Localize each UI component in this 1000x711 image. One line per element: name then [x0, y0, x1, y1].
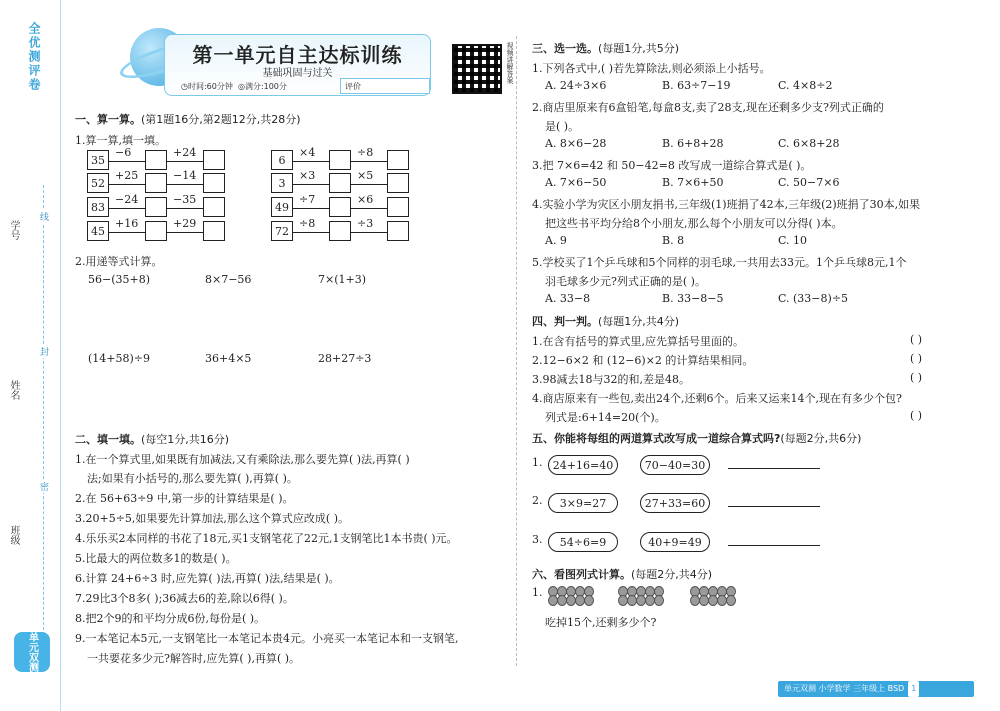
full-score: 满分:100分	[244, 82, 287, 91]
chain-b-op1-4: ÷8	[299, 217, 316, 230]
s2-q6: 6.计算 24+6÷3 时,应先算( )法,再算( )法,结果是( )。	[75, 572, 340, 585]
field-name: 姓名	[8, 380, 19, 400]
chain-a-op2-2: −14	[173, 169, 197, 182]
s3-q4-line2: 把这些书平均分给8个小朋友,那么每个小朋友可以分得( )本。	[545, 217, 843, 230]
s4-note: (每题1分,共4分)	[598, 315, 680, 328]
chain-b-op2-3: ×6	[357, 193, 374, 206]
score-icon: ◎	[237, 82, 245, 91]
s4-q2: 2.12−6×2 和 (12−6)×2 的计算结果相同。	[532, 354, 754, 367]
s3-q3-option-c[interactable]: C. 50−7×6	[778, 176, 840, 189]
expr-4: (14+58)÷9	[88, 352, 151, 365]
footer-text: 单元双测 小学数学 三年级上 BSD	[784, 684, 905, 693]
section-3-title	[532, 40, 679, 56]
s5-pair2-eq2: 27+33=60	[640, 493, 710, 513]
exam-meta	[181, 81, 287, 92]
apple-icon	[654, 595, 664, 606]
s3-q5-line2: 羽毛球多少元?列式正确的是( )。	[545, 275, 706, 288]
section-5-title	[532, 430, 861, 446]
s2-q9-line2: 一共要花多少元?解答时,应先算( ),再算( )。	[87, 652, 301, 665]
s1-heading: 一、算一算。	[75, 113, 141, 126]
chain-a-answer-2-1[interactable]	[145, 173, 167, 193]
s5-answer-line-3[interactable]	[728, 545, 820, 546]
section-2-title	[75, 431, 229, 447]
chain-b-answer-4-1[interactable]	[329, 221, 351, 241]
s3-q2-line1: 2.商店里原来有6盒铅笔,每盒8支,卖了28支,现在还剩多少支?列式正确的	[532, 101, 884, 114]
apple-icon	[726, 595, 736, 606]
section-4-title	[532, 313, 679, 329]
chain-b-start-4: 72	[271, 221, 293, 241]
chain-a-arrow-1-2	[167, 161, 203, 162]
s3-q1-option-a[interactable]: A. 24÷3×6	[545, 79, 607, 92]
s5-label-1: 1.	[532, 456, 543, 469]
s2-heading: 二、填一填。	[75, 433, 141, 446]
chain-b-arrow-1-2	[351, 161, 387, 162]
s3-q4-option-a[interactable]: A. 9	[545, 234, 567, 247]
s2-q9-line1: 9.一本笔记本5元,一支钢笔比一本笔记本贵4元。小亮买一本笔记本和一支钢笔,	[75, 632, 459, 645]
s5-label-2: 2.	[532, 494, 543, 507]
chain-b-op2-4: ÷3	[357, 217, 374, 230]
chain-a-arrow-1-1	[109, 161, 145, 162]
s6-q1-text: 吃掉15个,还剩多少个?	[545, 616, 657, 629]
s3-q2-line2: 是( )。	[545, 120, 580, 133]
s2-q1-line2: 法;如果有小括号的,那么要先算( ),再算( )。	[87, 472, 298, 485]
chain-a-op1-4: +16	[115, 217, 139, 230]
chain-a-answer-4-2[interactable]	[203, 221, 225, 241]
s5-pair3-eq2: 40+9=49	[640, 532, 710, 552]
chain-b-start-1: 6	[271, 150, 293, 170]
series-logo: 单元双测	[14, 632, 50, 672]
s4-q4-answer[interactable]: ( )	[910, 409, 923, 422]
chain-a-arrow-4-1	[109, 232, 145, 233]
s5-note: (每题2分,共6分)	[780, 432, 862, 445]
s4-heading: 四、判一判。	[532, 315, 598, 328]
s3-q5-option-a[interactable]: A. 33−8	[545, 292, 591, 305]
expr-6: 28+27÷3	[318, 352, 372, 365]
evaluation-box: 评价	[340, 78, 430, 94]
qr-caption: 视频讲解答案	[506, 42, 514, 84]
chain-b-answer-1-2[interactable]	[387, 150, 409, 170]
chain-a-op1-2: +25	[115, 169, 139, 182]
s2-q4: 4.乐乐买2本同样的书花了18元,买1支钢笔花了22元,1支钢笔比1本书贵( )元。	[75, 532, 458, 545]
s4-q1-answer[interactable]: ( )	[910, 333, 923, 346]
s3-q3-option-b[interactable]: B. 7×6+50	[662, 176, 724, 189]
chain-a-start-3: 83	[87, 197, 109, 217]
s4-q1: 1.在含有括号的算式里,应先算括号里面的。	[532, 335, 744, 348]
chain-b-arrow-3-1	[293, 208, 329, 209]
s2-q3: 3.20+5÷5,如果要先计算加法,那么这个算式应改成( )。	[75, 512, 349, 525]
chain-b-answer-3-2[interactable]	[387, 197, 409, 217]
chain-a-answer-1-2[interactable]	[203, 150, 225, 170]
s3-q4-option-b[interactable]: B. 8	[662, 234, 685, 247]
chain-b-arrow-1-1	[293, 161, 329, 162]
clock-icon: ◷	[181, 82, 188, 91]
chain-b-answer-4-2[interactable]	[387, 221, 409, 241]
chain-a-arrow-3-2	[167, 208, 203, 209]
s6-heading: 六、看图列式计算。	[532, 568, 631, 581]
s3-q1-option-c[interactable]: C. 4×8÷2	[778, 79, 833, 92]
chain-a-arrow-2-1	[109, 184, 145, 185]
brand-vertical: 全优测评卷	[27, 22, 41, 92]
page-footer	[778, 681, 974, 697]
s2-q8: 8.把2个9的和平均分成6份,每份是( )。	[75, 612, 266, 625]
s1-q1: 1.算一算,填一填。	[75, 134, 166, 147]
s5-answer-line-1[interactable]	[728, 468, 820, 469]
field-class: 班级	[8, 525, 19, 545]
s5-label-3: 3.	[532, 533, 543, 546]
seal-mark-line: 线	[40, 210, 49, 223]
s2-q1-line1: 1.在一个算式里,如果既有加减法,又有乘除法,那么要先算( )法,再算( )	[75, 453, 410, 466]
s4-q4-line1: 4.商店原来有一些包,卖出24个,还剩6个。后来又运来14个,现在有多少个包?	[532, 392, 902, 405]
s4-q3-answer[interactable]: ( )	[910, 371, 923, 384]
s1-note: (第1题16分,第2题12分,共28分)	[141, 113, 301, 126]
s5-pair1-eq1: 24+16=40	[548, 455, 618, 475]
chain-b-start-3: 49	[271, 197, 293, 217]
chain-b-answer-1-1[interactable]	[329, 150, 351, 170]
page-title: 第一单元自主达标训练	[192, 43, 403, 67]
chain-a-op1-1: −6	[115, 146, 132, 159]
chain-a-arrow-4-2	[167, 232, 203, 233]
chain-a-op2-1: +24	[173, 146, 197, 159]
chain-b-op2-1: ÷8	[357, 146, 374, 159]
chain-a-answer-1-1[interactable]	[145, 150, 167, 170]
chain-a-start-2: 52	[87, 173, 109, 193]
seal-mark-seal: 封	[40, 345, 49, 358]
cut-line	[43, 185, 44, 655]
chain-b-op2-2: ×5	[357, 169, 374, 182]
chain-a-op2-4: +29	[173, 217, 197, 230]
s5-pair2-eq1: 3×9=27	[548, 493, 618, 513]
chain-b-arrow-4-1	[293, 232, 329, 233]
s4-q4-line2: 列式是:6+14=20(个)。	[545, 411, 666, 424]
s6-q1-label: 1.	[532, 586, 543, 599]
chain-b-op1-3: ÷7	[299, 193, 316, 206]
chain-a-arrow-3-1	[109, 208, 145, 209]
chain-b-op1-2: ×3	[299, 169, 316, 182]
chain-a-answer-4-1[interactable]	[145, 221, 167, 241]
s3-q4-line1: 4.实验小学为灾区小朋友捐书,三年级(1)班捐了42本,三年级(2)班捐了30本,如果	[532, 198, 921, 211]
chain-a-op2-3: −35	[173, 193, 197, 206]
s3-q5-option-c[interactable]: C. (33−8)÷5	[778, 292, 849, 305]
time-limit: 时间:60分钟	[187, 82, 233, 91]
seal-mark-secret: 密	[40, 480, 49, 493]
s3-note: (每题1分,共5分)	[598, 42, 680, 55]
expr-2: 8×7−56	[205, 273, 252, 286]
s6-note: (每题2分,共4分)	[631, 568, 713, 581]
s3-q2-option-c[interactable]: C. 6×8+28	[778, 137, 840, 150]
expr-1: 56−(35+8)	[88, 273, 151, 286]
chain-b-op1-1: ×4	[299, 146, 316, 159]
column-divider	[516, 36, 517, 666]
chain-a-start-1: 35	[87, 150, 109, 170]
chain-b-start-2: 3	[271, 173, 293, 193]
s2-q2: 2.在 56+63÷9 中,第一步的计算结果是( )。	[75, 492, 294, 505]
s5-pair3-eq1: 54÷6=9	[548, 532, 618, 552]
chain-b-arrow-2-1	[293, 184, 329, 185]
s4-q3: 3.98减去18与32的和,差是48。	[532, 373, 690, 386]
s3-q2-option-b[interactable]: B. 6+8+28	[662, 137, 724, 150]
chain-a-answer-3-2[interactable]	[203, 197, 225, 217]
s3-q5-option-b[interactable]: B. 33−8−5	[662, 292, 724, 305]
s2-q5: 5.比最大的两位数多1的数是( )。	[75, 552, 237, 565]
chain-b-arrow-2-2	[351, 184, 387, 185]
s3-q1-option-b[interactable]: B. 63÷7−19	[662, 79, 731, 92]
chain-b-answer-2-1[interactable]	[329, 173, 351, 193]
s1-q2: 2.用递等式计算。	[75, 255, 163, 268]
s2-q7: 7.29比3个8多( );36减去6的差,除以6得( )。	[75, 592, 294, 605]
s3-q3: 3.把 7×6=42 和 50−42=8 改写成一道综合算式是( )。	[532, 159, 812, 172]
chain-a-arrow-2-2	[167, 184, 203, 185]
chain-b-arrow-4-2	[351, 232, 387, 233]
s5-pair1-eq2: 70−40=30	[640, 455, 710, 475]
s3-heading: 三、选一选。	[532, 42, 598, 55]
chain-b-answer-3-1[interactable]	[329, 197, 351, 217]
expr-3: 7×(1+3)	[318, 273, 367, 286]
chain-a-answer-3-1[interactable]	[145, 197, 167, 217]
page-subtitle: 基础巩固与过关	[262, 68, 333, 79]
field-student-id: 学号	[8, 220, 19, 240]
qr-code-icon[interactable]	[452, 44, 502, 94]
s5-answer-line-2[interactable]	[728, 506, 820, 507]
page-number: 1	[908, 681, 919, 697]
s3-q3-option-a[interactable]: A. 7×6−50	[545, 176, 607, 189]
chain-a-op1-3: −24	[115, 193, 139, 206]
apple-icon	[584, 595, 594, 606]
s3-q1: 1.下列各式中,( )若先算除法,则必须添上小括号。	[532, 62, 771, 75]
expr-5: 36+4×5	[205, 352, 252, 365]
s4-q2-answer[interactable]: ( )	[910, 352, 923, 365]
section-6-title	[532, 566, 712, 582]
s2-note: (每空1分,共16分)	[141, 433, 230, 446]
s3-q4-option-c[interactable]: C. 10	[778, 234, 808, 247]
section-1-title	[75, 111, 301, 127]
s5-heading: 五、你能将每组的两道算式改写成一道综合算式吗?	[532, 432, 781, 445]
s3-q2-option-a[interactable]: A. 8×6−28	[545, 137, 607, 150]
chain-b-answer-2-2[interactable]	[387, 173, 409, 193]
s3-q5-line1: 5.学校买了1个乒乓球和5个同样的羽毛球,一共用去33元。1个乒乓球8元,1个	[532, 256, 907, 269]
binding-strip	[0, 0, 61, 711]
chain-b-arrow-3-2	[351, 208, 387, 209]
chain-a-start-4: 45	[87, 221, 109, 241]
chain-a-answer-2-2[interactable]	[203, 173, 225, 193]
